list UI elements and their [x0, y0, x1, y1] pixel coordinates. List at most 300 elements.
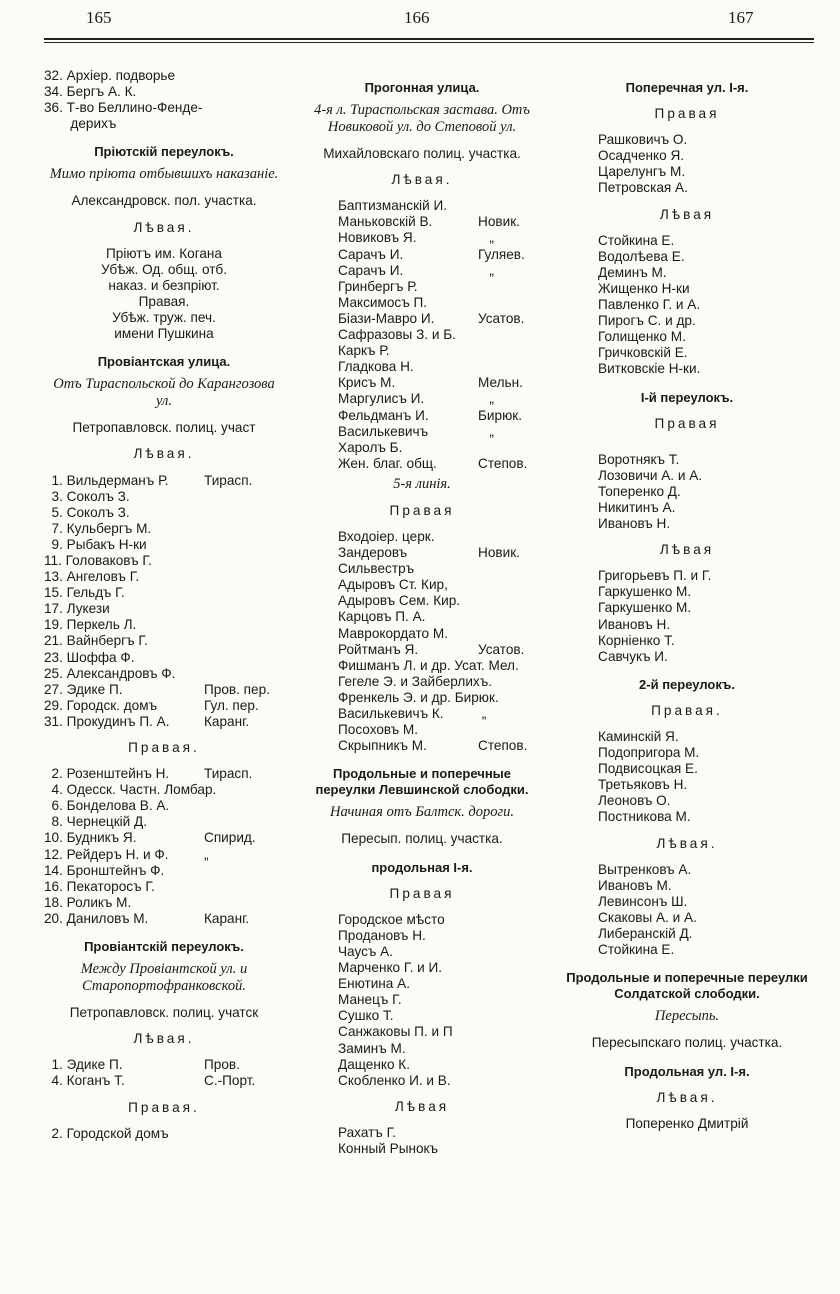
entry-name: Стойкина Е.: [598, 232, 675, 248]
directory-entry: [562, 926, 812, 942]
entry-name: Адыровъ Ст. Кир,: [338, 577, 448, 593]
entry-street-ref: „: [478, 391, 494, 407]
directory-entry: [44, 782, 284, 798]
column-page-166: [302, 68, 542, 1157]
directory-entry: [562, 745, 812, 761]
entry-name: Максимосъ П.: [338, 294, 428, 310]
entry-name: Пирогъ С. и др.: [598, 313, 696, 329]
entry-name: Посоховъ М.: [338, 722, 419, 738]
entry-name: Маньковскiй В.: [338, 214, 433, 230]
section-heading: Прогонная улица.: [364, 80, 480, 95]
directory-entry: [44, 505, 284, 521]
entry-name: Гегеле Э. и Зайберлихъ.: [338, 673, 492, 689]
entry-name: Чаусъ А.: [338, 943, 394, 959]
police-district: Пересыпскаго полиц. участка.: [591, 1035, 783, 1051]
entry-name: Василькевичъ К.: [338, 706, 444, 721]
entry-name: 15. Гельдъ Г.: [44, 585, 125, 601]
entry-name: Ивановъ Н.: [598, 616, 671, 632]
side-label: Правая: [389, 502, 455, 518]
directory-entry: [302, 1141, 542, 1157]
entry-name: Стойкина Е.: [598, 942, 675, 958]
entry-name: Фишманъ Л. и др. Усат. Мел.: [338, 657, 519, 673]
institution-line: Убѣж. труж. печ.: [112, 310, 216, 326]
section-heading: Поперечная ул. I-я.: [625, 80, 749, 95]
directory-entry: [44, 863, 284, 879]
directory-entry: [302, 1008, 542, 1024]
entry-name: Карцовъ П. А.: [338, 609, 426, 625]
entry-name: Скрыпникъ М.: [338, 738, 427, 754]
entry-name: Маврокордато М.: [338, 625, 448, 641]
entry-street-ref: Гул. пер.: [204, 697, 259, 713]
entry-street-ref: „: [478, 230, 494, 246]
directory-entry: [302, 1024, 542, 1040]
entry-name: 12. Рейдеръ Н. и Ф.: [44, 846, 169, 862]
directory-entry: [44, 537, 284, 553]
directory-entry: [562, 500, 812, 516]
entry-name: Постникова М.: [598, 809, 691, 825]
side-label: Правая.: [128, 1099, 200, 1115]
side-label: Лѣвая: [659, 206, 715, 222]
entry-name: Вытренковъ А.: [598, 861, 692, 877]
directory-entry: [302, 960, 542, 976]
directory-entry: [44, 798, 284, 814]
column-page-167: [562, 68, 812, 1138]
entry-name: Голищенко М.: [598, 329, 686, 345]
entry-name: Заминъ М.: [338, 1040, 406, 1056]
directory-entry: [562, 942, 812, 958]
directory-entry: [302, 992, 542, 1008]
directory-entry: [44, 895, 284, 911]
directory-entry: [44, 766, 284, 782]
section-heading: Продольная ул. I-я.: [624, 1063, 750, 1079]
entry-name: Павленко Г. и А.: [598, 297, 701, 313]
directory-entry: [44, 1126, 284, 1142]
directory-entry: [562, 568, 812, 584]
entry-name: Ивановъ М.: [598, 877, 672, 893]
entry-name: 21. Вайнбергъ Г.: [44, 633, 148, 649]
page-number-left: 165: [86, 8, 112, 27]
entry-name: 3. Соколъ З.: [44, 488, 130, 504]
entry-name: Зандеровъ: [338, 545, 408, 561]
directory-entry: [562, 468, 812, 484]
side-label: Лѣвая.: [656, 1089, 718, 1105]
entry-name: Фельдманъ И.: [338, 407, 429, 423]
directory-entry: [302, 230, 542, 246]
directory-entry: [562, 584, 812, 600]
entry-name: Григорьевъ П. и Г.: [598, 568, 712, 584]
entry-street-ref: „: [478, 262, 494, 278]
police-district: Михайловскаго полиц. участка.: [323, 146, 521, 162]
directory-entry: [302, 529, 542, 545]
directory-entry: [44, 911, 284, 927]
directory-entry: [562, 862, 812, 878]
entry-name: Витковскiе Н-ки.: [598, 361, 701, 377]
entry-name: Осадченко Я.: [598, 148, 685, 164]
directory-entry: [562, 361, 812, 377]
directory-entry: [44, 569, 284, 585]
entry-name: Френкель Э. и др. Бирюк.: [338, 689, 499, 705]
directory-entry: [302, 214, 542, 230]
directory-entry: [562, 729, 812, 745]
directory-entry: [562, 793, 812, 809]
entry-street-ref: Пров.: [204, 1057, 240, 1073]
institution-line: Правая.: [138, 293, 190, 309]
entry-name: 23. Шоффа Ф.: [44, 649, 135, 665]
directory-entry: [302, 198, 542, 214]
institution-line: Убѣж. Од. общ. отб.: [101, 261, 227, 277]
section-description: 5-я линiя.: [393, 475, 451, 492]
directory-entry: [302, 561, 542, 577]
entry-name: 29. Городск. домъ: [44, 697, 158, 713]
directory-entry: [562, 910, 812, 926]
entry-name: 1. Эдике П.: [44, 1057, 123, 1073]
directory-entry: [562, 148, 812, 164]
entry-name: Енютина А.: [338, 976, 410, 992]
entry-name: Савчукъ И.: [598, 648, 668, 664]
entry-name: Дащенко К.: [338, 1056, 410, 1072]
entry-name: Третьяковъ Н.: [598, 777, 688, 793]
section-heading: Провiантская улица.: [97, 354, 231, 370]
section-heading: I-й переулокъ.: [640, 389, 734, 405]
entry-street-ref: С.-Порт.: [204, 1073, 256, 1089]
entry-name: Сильвестръ: [338, 561, 415, 577]
police-district: Петропавловск. полиц. учатск: [69, 1005, 259, 1021]
entry-name: дерихъ: [44, 116, 117, 132]
entry-name: Скаковы А. и А.: [598, 909, 697, 925]
entry-name: Левинсонъ Ш.: [598, 893, 688, 909]
entry-name: Воротнякъ Т.: [598, 451, 680, 467]
entry-name: 32. Архiер. подворье: [44, 68, 176, 83]
entry-name: Деминъ М.: [598, 264, 667, 280]
police-district: Пересып. полиц. участка.: [341, 831, 503, 847]
entry-name: Городское мѣсто: [338, 911, 445, 927]
institution-line: наказ. и безпрiют.: [108, 277, 220, 293]
directory-entry: [302, 1041, 542, 1057]
side-label: Лѣвая: [659, 542, 715, 558]
directory-entry: [302, 593, 542, 609]
entry-name: Либеранскiй Д.: [598, 926, 693, 942]
entry-street-ref: „: [478, 423, 494, 439]
directory-entry: [302, 658, 542, 674]
directory-entry: [302, 408, 542, 424]
side-label: Правая: [654, 106, 720, 122]
entry-name: 19. Перкель Л.: [44, 617, 137, 633]
entry-street-ref: Каранг.: [204, 713, 250, 729]
directory-entry: [44, 521, 284, 537]
side-label: Правая.: [128, 740, 200, 755]
directory-entry: [302, 1057, 542, 1073]
directory-entry: [44, 489, 284, 505]
directory-entry: [562, 894, 812, 910]
entry-street-ref: Каранг.: [204, 910, 250, 926]
entry-name: 27. Эдике П.: [44, 681, 123, 697]
entry-name: 16. Пекаторосъ Г.: [44, 878, 155, 894]
side-label: Лѣвая.: [133, 219, 195, 235]
entry-name: 14. Бронштейнъ Ф.: [44, 862, 165, 878]
section-heading: Продольные и поперечные переулки Солдатской слободки.: [566, 970, 808, 1002]
entry-name: 25. Александровъ Ф.: [44, 665, 176, 681]
entry-name: Гладкова Н.: [338, 359, 414, 375]
directory-entry: [302, 424, 542, 440]
entry-name: Крисъ М.: [338, 375, 396, 391]
entry-name: 13. Ангеловъ Г.: [44, 569, 140, 585]
entry-street-ref: Усатов.: [478, 310, 525, 326]
directory-entry: [44, 1073, 284, 1089]
entry-name: Сарачъ И.: [338, 262, 404, 278]
directory-entry: [44, 116, 284, 132]
directory-entry: [44, 666, 284, 682]
side-label: Правая.: [651, 702, 723, 718]
directory-entry: [302, 642, 542, 658]
directory-entry: [562, 233, 812, 249]
entry-name: Сарачъ И.: [338, 246, 404, 262]
entry-name: Скобленко И. и В.: [338, 1072, 451, 1088]
side-label: Лѣвая: [394, 1098, 450, 1114]
entry-name: Рашковичъ О.: [598, 132, 688, 148]
directory-entry: [302, 674, 542, 690]
directory-entry: [562, 617, 812, 633]
directory-entry: [302, 375, 542, 391]
section-heading: продольная I-я.: [371, 859, 473, 875]
directory-entry: [562, 329, 812, 345]
directory-entry: [302, 976, 542, 992]
directory-entry: [44, 585, 284, 601]
entry-name: 9. Рыбакъ Н-ки: [44, 536, 147, 552]
entry-street-ref: Гуляев.: [478, 246, 525, 262]
entry-name: Гричковскiй Е.: [598, 345, 688, 361]
header-rule: [44, 38, 814, 40]
directory-entry: [302, 263, 542, 279]
entry-name: Лозовичи А. и А.: [598, 467, 703, 483]
directory-entry: [44, 84, 284, 100]
entry-name: Адыровъ Сем. Кир.: [338, 593, 461, 609]
directory-entry: [44, 1057, 284, 1073]
entry-street-ref: Мельн.: [478, 375, 523, 391]
directory-entry: [302, 391, 542, 407]
entry-name: Новиковъ Я.: [338, 230, 417, 246]
directory-entry: [302, 928, 542, 944]
directory-entry: [302, 343, 542, 359]
directory-entry: [562, 345, 812, 361]
entry-name: Баптизманскiй И.: [338, 198, 447, 214]
entry-name: Царелунгъ М.: [598, 164, 686, 180]
entry-street-ref: „: [478, 706, 487, 721]
entry-name: Санжаковы П. и П: [338, 1024, 453, 1040]
directory-entry: [302, 1125, 542, 1141]
entry-name: Гаркушенко М.: [598, 584, 692, 600]
directory-entry: [44, 633, 284, 649]
header-rule-thin: [44, 42, 814, 43]
entry-name: Корнiенко Т.: [598, 632, 675, 648]
institution-line: Прiютъ им. Когана: [105, 245, 222, 261]
entry-street-ref: Тирасп.: [204, 766, 253, 782]
page-number-center: 166: [404, 8, 430, 27]
directory-entry: [562, 297, 812, 313]
entry-name: Бiази-Мавро И.: [338, 310, 435, 326]
directory-entry: [562, 761, 812, 777]
directory-entry: [44, 714, 284, 730]
entry-name: Марченко Г. и И.: [338, 960, 443, 976]
entry-name: Продановъ Н.: [338, 927, 426, 943]
directory-entry: [44, 601, 284, 617]
police-district: Поперенко Дмитрiй: [625, 1115, 749, 1131]
entry-name: Василькевичъ: [338, 423, 429, 439]
directory-entry: [562, 484, 812, 500]
directory-entry: [302, 1073, 542, 1089]
column-page-165: [44, 68, 284, 1142]
directory-entry: [44, 830, 284, 846]
entry-street-ref: Бирюк.: [478, 407, 522, 423]
side-label: Лѣвая.: [133, 446, 195, 462]
entry-street-ref: „: [204, 846, 209, 862]
section-description: Отъ Тираспольской до Карангозова ул.: [53, 376, 275, 410]
directory-entry: [44, 698, 284, 714]
entry-name: Рахатъ Г.: [338, 1124, 397, 1140]
directory-entry: [302, 706, 542, 722]
directory-entry: [562, 600, 812, 616]
directory-entry: [302, 722, 542, 738]
directory-entry: [562, 164, 812, 180]
directory-entry: [302, 279, 542, 295]
side-label: Правая: [389, 885, 455, 901]
entry-name: Леоновъ О.: [598, 793, 671, 809]
entry-name: Каркъ Р.: [338, 343, 390, 359]
entry-name: Маргулисъ И.: [338, 391, 425, 407]
page-number-right: 167: [728, 8, 754, 27]
entry-name: Сушко Т.: [338, 1008, 394, 1024]
directory-entry: [562, 132, 812, 148]
entry-name: 31. Прокудинъ П. А.: [44, 713, 170, 729]
directory-entry: [44, 473, 284, 489]
police-district: Петропавловск. полиц. участ: [72, 420, 256, 436]
entry-name: 10. Будникъ Я.: [44, 830, 137, 846]
entry-name: Ройтманъ Я.: [338, 641, 419, 657]
directory-entry: [302, 247, 542, 263]
directory-entry: [562, 281, 812, 297]
entry-name: Гаркушенко М.: [598, 600, 692, 616]
directory-entry: [562, 180, 812, 196]
entry-name: 5. Соколъ З.: [44, 504, 130, 520]
entry-street-ref: Тирасп.: [204, 472, 253, 488]
entry-street-ref: Степов.: [478, 738, 528, 754]
directory-entry: [302, 912, 542, 928]
directory-entry: [302, 456, 542, 472]
section-heading: Провiантскiй переулокъ.: [84, 939, 244, 955]
institution-line: имени Пушкина: [114, 326, 214, 342]
entry-name: Петровская А.: [598, 180, 688, 196]
directory-entry: [44, 682, 284, 698]
directory-entry: [44, 879, 284, 895]
entry-name: Топеренко Д.: [598, 483, 681, 499]
entry-name: Манецъ Г.: [338, 992, 402, 1008]
entry-name: 6. Бонделова В. А.: [44, 798, 170, 814]
entry-street-ref: Спирид.: [204, 830, 256, 846]
entry-name: Ивановъ Н.: [598, 516, 671, 532]
directory-entry: [562, 649, 812, 665]
entry-name: Конный Рынокъ: [338, 1140, 438, 1156]
entry-name: 36. Т-во Беллино-Фенде-: [44, 100, 203, 116]
entry-name: Никитинъ А.: [598, 499, 676, 515]
directory-entry: [562, 265, 812, 281]
directory-entry: [302, 440, 542, 456]
police-district: Александровск. пол. участка.: [71, 193, 257, 209]
entry-name: 17. Лукези: [44, 601, 110, 617]
directory-entry: [302, 295, 542, 311]
entry-street-ref: Пров. пер.: [204, 681, 270, 697]
entry-name: 2. Розенштейнъ Н.: [44, 766, 170, 782]
entry-name: 34. Бергъ А. К.: [44, 84, 137, 100]
directory-entry: [302, 690, 542, 706]
directory-entry: [302, 626, 542, 642]
side-label: Лѣвая.: [656, 835, 718, 851]
directory-entry: [302, 327, 542, 343]
directory-entry: [562, 249, 812, 265]
directory-entry: [562, 777, 812, 793]
entry-name: 20. Даниловъ М.: [44, 910, 149, 926]
directory-entry: [302, 944, 542, 960]
section-heading: Продольные и поперечные переулки Левшинской слободки.: [315, 766, 529, 798]
entry-name: Жен. благ. общ.: [338, 455, 437, 471]
directory-entry: [562, 452, 812, 468]
entry-name: 11. Головаковъ Г.: [44, 552, 152, 568]
entry-name: Харолъ Б.: [338, 439, 403, 455]
entry-street-ref: Степов.: [478, 455, 528, 471]
directory-entry: [562, 809, 812, 825]
entry-street-ref: Новик.: [478, 545, 520, 561]
entry-name: 7. Кульбергъ М.: [44, 520, 152, 536]
entry-street-ref: Усатов.: [478, 641, 525, 657]
section-description: Мимо прiюта отбывшихъ наказанiе.: [49, 166, 279, 183]
directory-entry: [562, 878, 812, 894]
entry-name: Водолѣева Е.: [598, 248, 685, 264]
directory-entry: [562, 633, 812, 649]
entry-name: Входоiер. церк.: [338, 528, 435, 544]
section-heading: Прiютскiй переулокъ.: [94, 144, 234, 160]
directory-entry: [302, 738, 542, 754]
entry-name: Подопригора М.: [598, 745, 700, 761]
directory-entry: [44, 100, 284, 116]
entry-name: 8. Чернецкiй Д.: [44, 814, 148, 830]
spacer: [562, 442, 812, 452]
section-heading: 2-й переулокъ.: [639, 676, 735, 692]
directory-entry: [44, 68, 284, 84]
entry-name: Каминскiй Я.: [598, 729, 679, 744]
entry-name: 4. Одесск. Частн. Ломбар.: [44, 782, 217, 798]
side-label: Лѣвая.: [391, 172, 453, 188]
directory-entry: [44, 553, 284, 569]
entry-name: 4. Коганъ Т.: [44, 1073, 125, 1089]
directory-entry: [302, 359, 542, 375]
entry-name: Гринбергъ Р.: [338, 278, 418, 294]
directory-entry: [44, 847, 284, 863]
directory-entry: [562, 516, 812, 532]
section-description: Начиная отъ Балтск. дороги.: [329, 804, 515, 821]
section-description: 4-я л. Тираспольская застава. Отъ Новиковой ул. до Степовой ул.: [314, 102, 530, 136]
entry-name: 18. Роликъ М.: [44, 894, 132, 910]
directory-entry: [302, 609, 542, 625]
directory-entry: [302, 577, 542, 593]
side-label: Правая: [654, 415, 720, 431]
directory-entry: [44, 814, 284, 830]
directory-entry: [302, 545, 542, 561]
section-description: Пересыпь.: [654, 1008, 720, 1025]
entry-name: Подвисоцкая Е.: [598, 761, 698, 777]
directory-entry: [302, 311, 542, 327]
directory-entry: [44, 650, 284, 666]
entry-name: 2. Городской домъ: [44, 1125, 169, 1141]
directory-entry: [44, 617, 284, 633]
section-description: Между Провiантской ул. и Старопортофранковской.: [80, 961, 248, 995]
